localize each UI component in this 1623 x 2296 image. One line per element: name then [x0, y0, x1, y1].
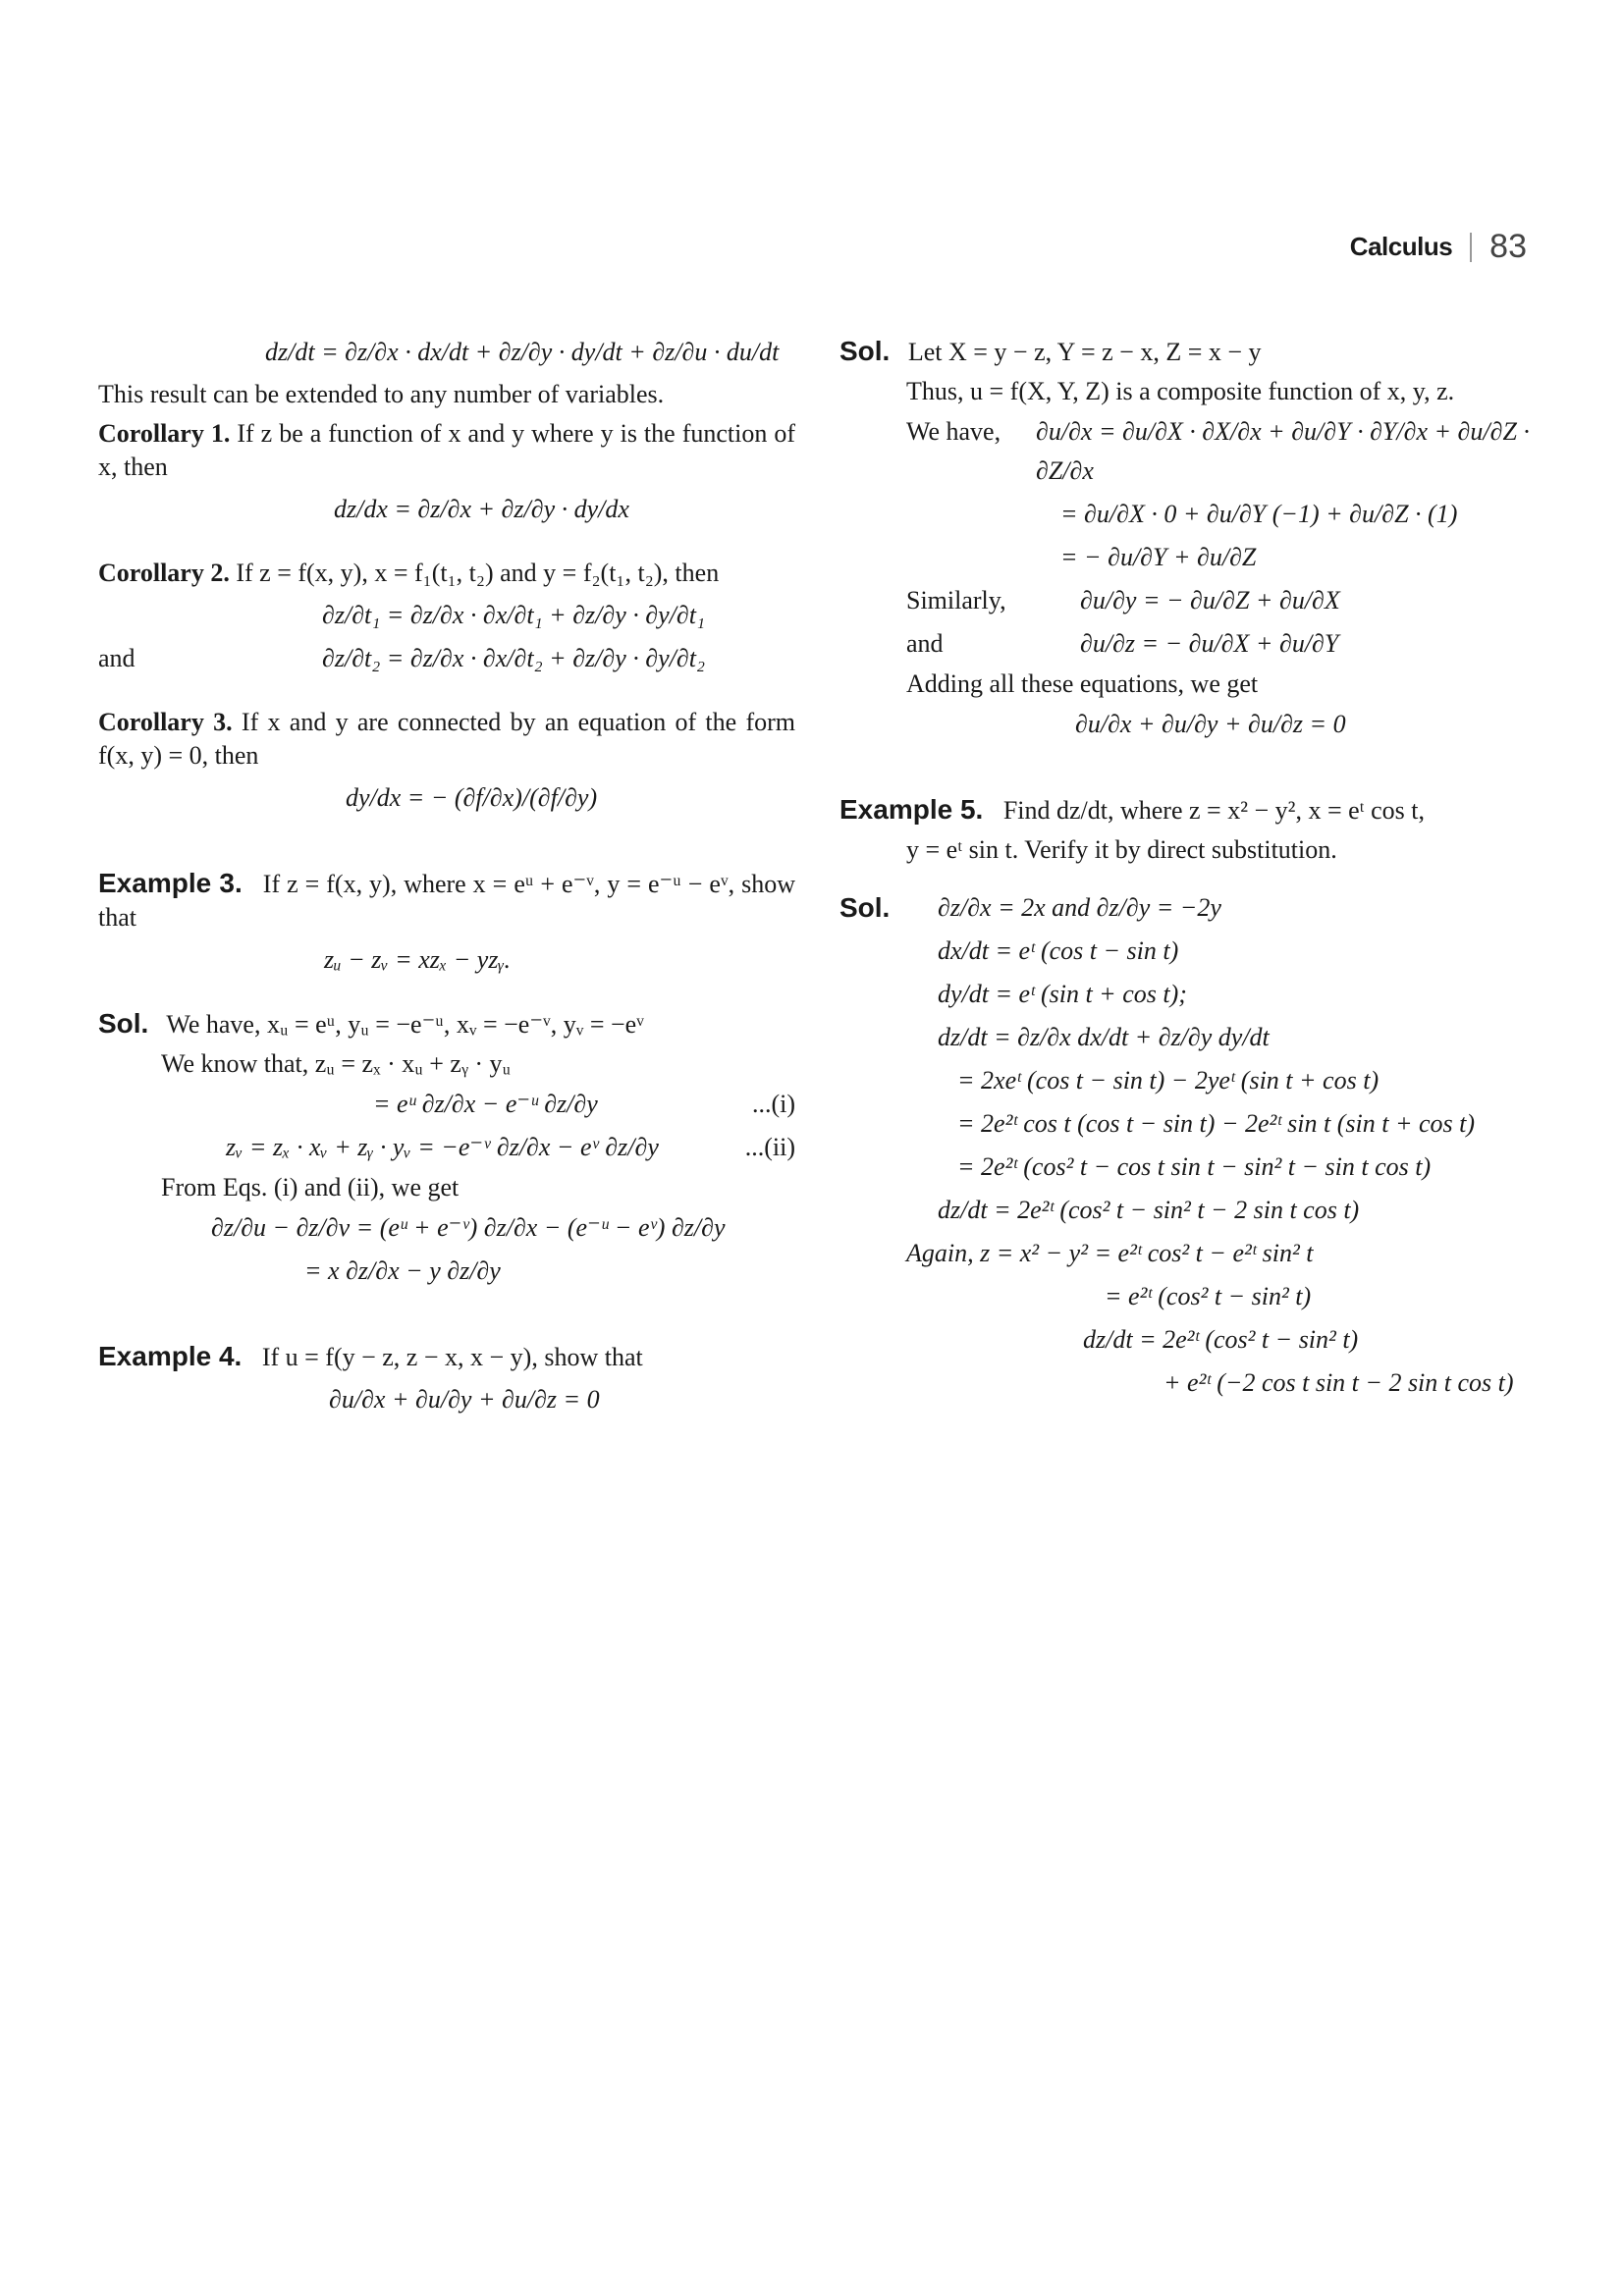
solution-step-4: zᵥ = zₓ · xᵥ + zᵧ · yᵥ = −e⁻ᵛ ∂z/∂x − eᵛ ∂z/∂y — [226, 1133, 659, 1161]
corollary-3-text: If x and y are connected by an equation of the form f(x, y) = 0, then — [98, 708, 795, 770]
similarly-label: Similarly, — [906, 586, 1006, 614]
right-column — [839, 329, 1535, 1407]
adding-text: Adding all these equations, we get — [906, 669, 1259, 698]
solution-step-t1: ∂z/∂x = 2x and ∂z/∂y = −2y — [938, 893, 1221, 922]
example-3-equation: zᵤ − zᵥ = xzₓ − yzᵧ. — [324, 945, 511, 974]
header-divider — [1470, 233, 1472, 262]
corollary-2-equation-2-row — [98, 639, 795, 678]
example-5-text-2: y = eᵗ sin t. Verify it by direct substitution. — [906, 835, 1337, 864]
similarly-row — [839, 581, 1535, 620]
example-3-text: If z = f(x, y), where x = eᵘ + e⁻ᵛ, y = e⁻ᵘ − eᵛ, show that — [98, 870, 795, 932]
equation-tag-i: ...(i) — [751, 1090, 795, 1118]
example-4-solution — [839, 335, 1535, 369]
solution-step-6: ∂u/∂y = − ∂u/∂Z + ∂u/∂X — [1080, 586, 1340, 614]
left-column — [98, 329, 795, 1423]
solution-step-5: From Eqs. (i) and (ii), we get — [161, 1173, 460, 1201]
running-header — [1350, 228, 1527, 266]
solution-step-5: = − ∂u/∂Y + ∂u/∂Z — [1060, 543, 1257, 571]
corollary-1-text: If z be a function of x and y where y is the function of x, then — [98, 419, 795, 481]
corollary-3 — [98, 706, 795, 773]
solution-step-3-row — [839, 412, 1535, 491]
example-5-text: Find dz/dt, where z = x² − y², x = eᵗ cos t, — [1002, 796, 1426, 825]
solution-label: Sol. — [98, 1008, 149, 1039]
example-3 — [98, 867, 795, 934]
solution-step-3: ∂u/∂x = ∂u/∂X · ∂X/∂x + ∂u/∂Y · ∂Y/∂x + ∂u/∂Z · ∂Z/∂x — [1036, 417, 1530, 485]
example-5-label: Example 5. — [839, 794, 984, 825]
solution-step: We have, xᵤ = eᵘ, yᵤ = −e⁻ᵘ, xᵥ = −e⁻ᵛ, yᵥ = −eᵛ — [166, 1010, 644, 1039]
example-4-label: Example 4. — [98, 1341, 243, 1371]
solution-step-4: = ∂u/∂X · 0 + ∂u/∂Y (−1) + ∂u/∂Z · (1) — [1060, 500, 1458, 528]
solution-step-t9: Again, z = x² − y² = e²ᵗ cos² t − e²ᵗ sin² t — [906, 1239, 1314, 1267]
example-4 — [98, 1340, 795, 1374]
corollary-2-text: If z = f(x, y), x = f₁(t₁, t₂) and y = f₂(t₁, t₂), then — [236, 559, 720, 587]
solution-step-t5: = 2xeᵗ (cos t − sin t) − 2yeᵗ (sin t + cos t) — [957, 1066, 1380, 1095]
corollary-2 — [98, 557, 795, 590]
and-label: and — [906, 629, 944, 658]
corollary-3-label: Corollary 3. — [98, 708, 233, 736]
solution-step-t10: = e²ᵗ (cos² t − sin² t) — [1105, 1282, 1312, 1310]
corollary-1-equation: dz/dx = ∂z/∂x + ∂z/∂y · dy/dx — [334, 495, 629, 523]
solution-step-2: Thus, u = f(X, Y, Z) is a composite function of x, y, z. — [906, 377, 1455, 405]
example-5-solution-row — [839, 888, 1535, 928]
example-3-solution-1 — [98, 1007, 795, 1041]
chain-rule-text: dz/dt = ∂z/∂x · dx/dt + ∂z/∂y · dy/dt + ∂z/∂u · du/dt — [265, 338, 780, 366]
solution-label: Sol. — [839, 892, 891, 923]
page-number: 83 — [1489, 228, 1527, 265]
solution-step-t8: dz/dt = 2e²ᵗ (cos² t − sin² t − 2 sin t cos t) — [938, 1196, 1360, 1224]
solution-step-t6: = 2e²ᵗ cos t (cos t − sin t) − 2e²ᵗ sin t (sin t + cos t) — [957, 1109, 1476, 1138]
solution-step-3-row — [98, 1085, 795, 1124]
corollary-3-equation: dy/dx = − (∂f/∂x)/(∂f/∂y) — [346, 783, 598, 812]
corollary-1-label: Corollary 1. — [98, 419, 231, 448]
solution-step-6: ∂z/∂u − ∂z/∂v = (eᵘ + e⁻ᵛ) ∂z/∂x − (e⁻ᵘ − eᵛ) ∂z/∂y — [211, 1213, 726, 1242]
section-title: Calculus — [1349, 232, 1453, 261]
solution-step-7: = x ∂z/∂x − y ∂z/∂y — [304, 1256, 501, 1285]
solution-step-2: We know that, zᵤ = zₓ · xᵤ + zᵧ · yᵤ — [161, 1049, 512, 1078]
solution-step-t2: dx/dt = eᵗ (cos t − sin t) — [938, 936, 1179, 965]
example-4-equation: ∂u/∂x + ∂u/∂y + ∂u/∂z = 0 — [329, 1385, 600, 1414]
solution-label: Sol. — [839, 336, 891, 366]
equation-tag-ii: ...(ii) — [744, 1133, 795, 1161]
example-3-label: Example 3. — [98, 868, 243, 898]
solution-step-t4: dz/dt = ∂z/∂x dx/dt + ∂z/∂y dy/dt — [938, 1023, 1270, 1051]
example-4-text: If u = f(y − z, z − x, x − y), show that — [261, 1343, 643, 1371]
extend-text: This result can be extended to any number of variables. — [98, 380, 665, 408]
solution-step-7: ∂u/∂z = − ∂u/∂X + ∂u/∂Y — [1080, 629, 1339, 658]
example-5 — [839, 793, 1535, 828]
corollary-2-label: Corollary 2. — [98, 559, 230, 587]
solution-step-4-row — [98, 1128, 795, 1167]
we-have-label: We have, — [906, 417, 1001, 446]
and-label: and — [98, 644, 135, 672]
and-row — [839, 624, 1535, 664]
solution-step-3: = eᵘ ∂z/∂x − e⁻ᵘ ∂z/∂y — [373, 1090, 598, 1118]
corollary-1 — [98, 417, 795, 484]
solution-step-t12: + e²ᵗ (−2 cos t sin t − 2 sin t cos t) — [1163, 1368, 1514, 1397]
corollary-2-equation-2: ∂z/∂t₂ = ∂z/∂x · ∂x/∂t₂ + ∂z/∂y · ∂y/∂t₂ — [322, 644, 705, 672]
solution-step-t11: dz/dt = 2e²ᵗ (cos² t − sin² t) — [1083, 1325, 1359, 1354]
chain-rule-equation — [98, 333, 795, 372]
solution-step-t7: = 2e²ᵗ (cos² t − cos t sin t − sin² t − sin t cos t) — [957, 1152, 1432, 1181]
solution-result: ∂u/∂x + ∂u/∂y + ∂u/∂z = 0 — [1075, 710, 1346, 738]
corollary-2-equation-1: ∂z/∂t₁ = ∂z/∂x · ∂x/∂t₁ + ∂z/∂y · ∂y/∂t₁ — [322, 601, 705, 629]
solution-step-1: Let X = y − z, Y = z − x, Z = x − y — [907, 338, 1262, 366]
solution-step-t3: dy/dt = eᵗ (sin t + cos t); — [938, 980, 1187, 1008]
